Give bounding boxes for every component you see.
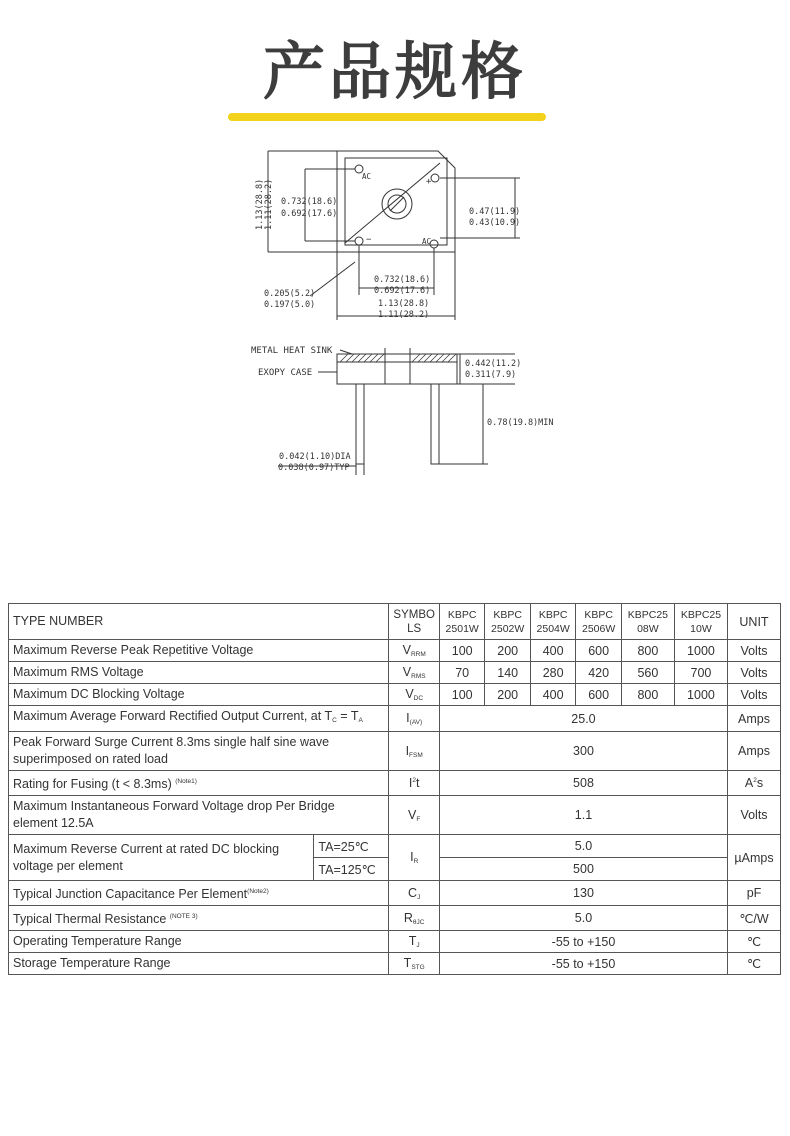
row-value: 700	[674, 662, 727, 684]
symbol-main: V	[408, 807, 417, 822]
row-value: 1000	[674, 640, 727, 662]
symbol-sub: RMS	[411, 673, 426, 680]
condition-ta-25: TA=25℃	[314, 835, 389, 858]
model-2-l2: 2502W	[491, 622, 525, 635]
row-symbol	[389, 906, 440, 931]
table-row	[9, 835, 781, 858]
symbol-tail: t	[415, 776, 420, 790]
label-ac-bottom: AC	[422, 237, 432, 246]
row-value: 800	[621, 684, 674, 706]
row-value: 400	[530, 684, 575, 706]
model-6-l2: 10W	[690, 622, 712, 635]
row-unit: Amps	[728, 732, 781, 771]
page-title: 产品规格	[262, 35, 527, 108]
symbol-sub: R	[413, 858, 419, 865]
dim-bottom-max: 1.13(28.8)	[378, 299, 430, 309]
row-label-text: Rating for Fusing (t < 8.3ms)	[13, 777, 172, 791]
row-symbol	[389, 835, 440, 881]
row-label: Operating Temperature Range	[9, 931, 389, 953]
symbol-main: I	[408, 776, 413, 790]
symbol-sub: J	[417, 893, 421, 901]
row-value: 130	[439, 881, 727, 906]
spec-table	[8, 603, 781, 975]
table-row	[9, 881, 781, 906]
row-label	[9, 732, 389, 771]
header-model-4	[576, 604, 621, 640]
label-epoxy-case: EXOPY CASE	[258, 368, 313, 378]
row-value: 200	[485, 640, 530, 662]
header-symbols-l1: SYMBO	[393, 608, 435, 621]
model-5-l2: 08W	[637, 622, 659, 635]
header-model-2	[485, 604, 530, 640]
row-unit: Volts	[728, 662, 781, 684]
row-symbol	[389, 662, 440, 684]
row-value: 560	[621, 662, 674, 684]
row-label	[9, 881, 389, 906]
table-row	[9, 906, 781, 931]
row-value: 1000	[674, 684, 727, 706]
lead-left	[356, 384, 364, 464]
symbol-sub: RRM	[410, 651, 426, 658]
model-1-l2: 2501W	[445, 622, 479, 635]
row-value: 100	[439, 640, 484, 662]
row-unit: Amps	[728, 706, 781, 732]
note-ref: (Note1)	[175, 778, 197, 785]
symbol-main: I	[410, 850, 414, 864]
row-label-l1: Peak Forward Surge Current 8.3ms single half sine wave	[13, 735, 330, 749]
row-label-l2: superimposed on rated load	[13, 752, 168, 766]
row-unit: ℃	[728, 931, 781, 953]
row-value: 200	[485, 684, 530, 706]
terminal-plus	[431, 174, 439, 182]
body-inner	[345, 158, 447, 245]
row-unit: Volts	[728, 684, 781, 706]
row-label: Maximum Reverse Peak Repetitive Voltage	[9, 640, 389, 662]
model-4-l1: KBPC	[584, 608, 613, 621]
row-label-text: Typical Junction Capacitance Per Element	[13, 887, 248, 901]
row-unit: Volts	[728, 796, 781, 835]
row-value: 25.0	[439, 706, 727, 732]
symbol-main: V	[402, 643, 411, 657]
symbol-main: R	[403, 910, 413, 925]
note-ref: (NOTE 3)	[169, 913, 198, 920]
model-4-l2: 2506W	[582, 622, 616, 635]
row-value: 420	[576, 662, 621, 684]
lead-right	[431, 384, 439, 464]
note-ref: (Note2)	[247, 888, 269, 895]
row-unit	[728, 771, 781, 796]
row-value: 800	[621, 640, 674, 662]
dim-lead-length: 0.78(19.8)MIN	[487, 418, 554, 428]
model-5-l1: KBPC25	[627, 608, 669, 621]
row-value: 508	[439, 771, 727, 796]
row-value: 500	[439, 858, 727, 881]
epoxy-case	[337, 362, 457, 384]
dim-left-min: 1.11(28.2)	[264, 178, 274, 230]
row-symbol	[389, 732, 440, 771]
dim-thick-max: 0.442(11.2)	[465, 359, 522, 369]
symbol-sub: J	[416, 942, 420, 949]
dim-inner-min: 0.692(17.6)	[281, 209, 338, 219]
unit-tail: s	[756, 776, 764, 790]
dim-lead-max: 0.205(5.2)	[264, 289, 316, 299]
row-label	[9, 796, 389, 835]
symbol-main: V	[402, 665, 412, 679]
label-eq: = T	[336, 709, 359, 723]
table-row	[9, 662, 781, 684]
row-symbol	[389, 706, 440, 732]
row-label-l1: Maximum Instantaneous Forward Voltage drop Per Bridge	[13, 799, 335, 813]
row-label-l1: Maximum Reverse Current at rated DC blocking	[13, 841, 280, 856]
symbol-sub: θJC	[412, 918, 425, 926]
row-label	[9, 906, 389, 931]
dim-left-max: 1.13(28.8)	[255, 178, 265, 230]
symbol-sup: 2	[412, 777, 416, 784]
dimension-drawing	[0, 130, 790, 480]
row-label: Storage Temperature Range	[9, 953, 389, 975]
model-3-l2: 2504W	[536, 622, 570, 635]
row-symbol	[389, 953, 440, 975]
row-value: 70	[439, 662, 484, 684]
terminal-ac-2	[430, 240, 438, 248]
row-label	[9, 835, 314, 881]
row-label-text: Maximum Average Forward Rectified Output Current, at T	[13, 709, 333, 723]
row-label-l2: voltage per element	[13, 858, 123, 873]
header-type-number: TYPE NUMBER	[9, 604, 389, 640]
row-symbol	[389, 684, 440, 706]
row-symbol	[389, 796, 440, 835]
model-3-l1: KBPC	[538, 608, 568, 621]
row-value: 400	[530, 640, 575, 662]
row-label-text: Typical Thermal Resistance	[13, 912, 167, 926]
row-value: 100	[439, 684, 484, 706]
row-value: 1.1	[439, 796, 727, 835]
dim-dia-min: 0.038(0.97)TYP	[278, 463, 350, 473]
symbol-main: C	[408, 885, 418, 900]
symbol-sub: FSM	[409, 751, 423, 759]
table-row	[9, 953, 781, 975]
label-sub-a: A	[358, 717, 363, 724]
label-minus: −	[366, 235, 372, 245]
header-model-3	[530, 604, 575, 640]
header-model-1	[439, 604, 484, 640]
condition-ta-125: TA=125℃	[314, 858, 389, 881]
unit-sup: 2	[753, 777, 757, 784]
dim-bottom-inner-min: 0.692(17.6)	[374, 286, 431, 296]
unit-main: A	[744, 776, 754, 790]
row-value: 600	[576, 684, 621, 706]
header-model-6	[674, 604, 727, 640]
dim-bottom-inner-max: 0.732(18.6)	[374, 275, 431, 285]
row-value: -55 to +150	[439, 931, 727, 953]
label-heat-sink: METAL HEAT SINK	[251, 346, 333, 356]
table-row	[9, 796, 781, 835]
row-value: 5.0	[439, 835, 727, 858]
row-value: 5.0	[439, 906, 727, 931]
symbol-main: T	[408, 934, 417, 948]
dim-inner-max: 0.732(18.6)	[281, 197, 338, 207]
dim-thick-min: 0.311(7.9)	[465, 370, 517, 380]
title-underline	[228, 113, 546, 121]
row-label-l2: element 12.5A	[13, 816, 94, 830]
table-header-row	[9, 604, 781, 640]
symbol-sub: STG	[411, 964, 425, 971]
row-symbol	[389, 640, 440, 662]
row-symbol	[389, 771, 440, 796]
symbol-sub: (AV)	[409, 719, 423, 726]
table-row	[9, 640, 781, 662]
body-outline	[337, 151, 455, 252]
symbol-sub: DC	[413, 695, 424, 702]
row-unit: ℃/W	[728, 906, 781, 931]
header-symbols	[389, 604, 440, 640]
model-1-l1: KBPC	[447, 608, 477, 621]
row-label: Maximum RMS Voltage	[9, 662, 389, 684]
table-row	[9, 732, 781, 771]
row-unit: Volts	[728, 640, 781, 662]
row-label: Maximum DC Blocking Voltage	[9, 684, 389, 706]
table-row	[9, 706, 781, 732]
row-label	[9, 706, 389, 732]
label-sub-c: C	[332, 717, 337, 724]
row-label	[9, 771, 389, 796]
header-model-5	[621, 604, 674, 640]
symbol-main: T	[403, 956, 412, 970]
label-plus: +	[426, 177, 432, 187]
row-unit: pF	[728, 881, 781, 906]
row-symbol	[389, 931, 440, 953]
label-ac-top: AC	[362, 172, 372, 181]
model-2-l1: KBPC	[493, 608, 522, 621]
row-unit: µAmps	[728, 835, 781, 881]
table-row	[9, 684, 781, 706]
dim-bottom-min: 1.11(28.2)	[378, 310, 430, 320]
symbol-sub: F	[416, 815, 421, 823]
model-6-l1: KBPC25	[680, 608, 722, 621]
row-symbol	[389, 881, 440, 906]
table-row	[9, 771, 781, 796]
row-value: 600	[576, 640, 621, 662]
heat-sink	[337, 354, 457, 362]
symbol-main: I	[406, 711, 410, 725]
terminal-minus	[355, 237, 363, 245]
dim-dia-max: 0.042(1.10)DIA	[279, 452, 351, 462]
row-value: 300	[439, 732, 727, 771]
dim-hole-max: 0.47(11.9)	[469, 207, 521, 217]
dim-hole-min: 0.43(10.9)	[469, 218, 521, 228]
row-value: 140	[485, 662, 530, 684]
row-value: 280	[530, 662, 575, 684]
row-value: -55 to +150	[439, 953, 727, 975]
symbol-main: I	[405, 743, 410, 758]
row-unit: ℃	[728, 953, 781, 975]
table-row	[9, 931, 781, 953]
header-unit: UNIT	[728, 604, 781, 640]
symbol-main: V	[405, 687, 414, 701]
header-symbols-l2: LS	[407, 622, 422, 635]
dim-lead-min: 0.197(5.0)	[264, 300, 316, 310]
